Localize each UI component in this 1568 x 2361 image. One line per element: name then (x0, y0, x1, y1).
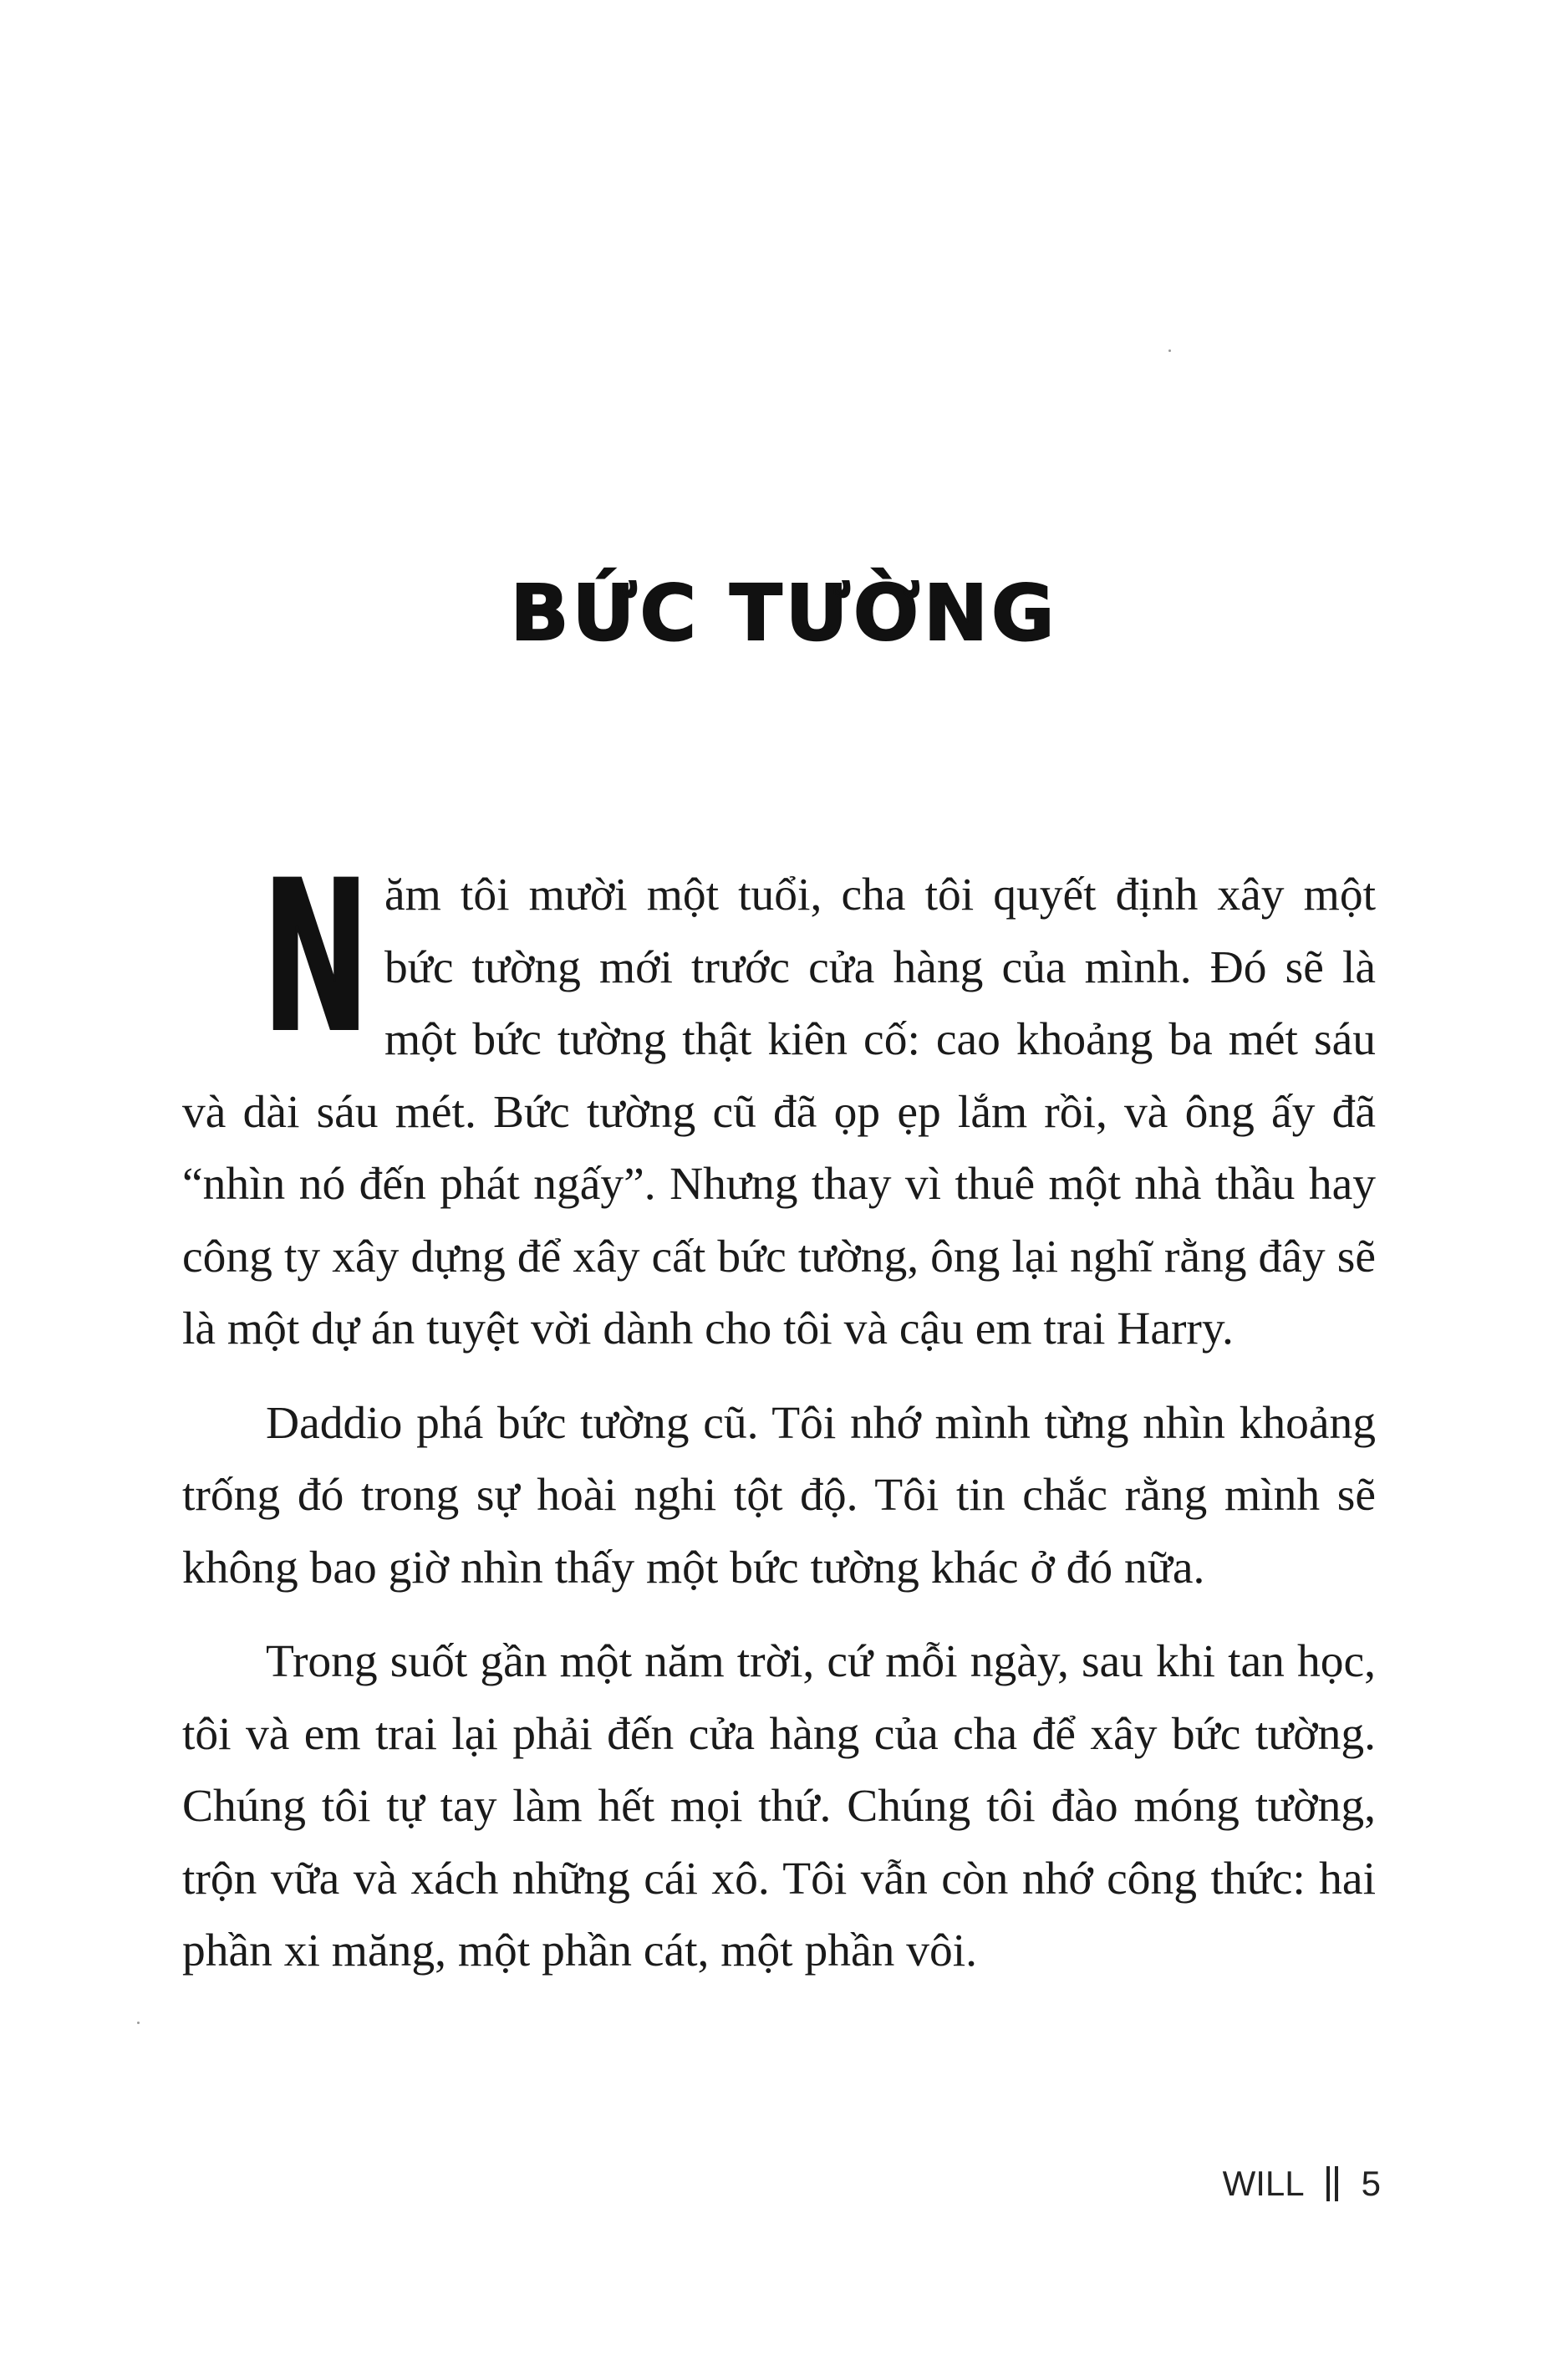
paper-speck (1168, 349, 1171, 352)
paper-speck (137, 2022, 140, 2024)
footer-separator (1326, 2166, 1338, 2201)
drop-cap: N (262, 839, 369, 1078)
paragraph-1-text: ăm tôi mười một tuổi, cha tôi quyết định xây một bức tường mới trước cửa hàng của mình. Đó sẽ là một bức tường thật kiên cố: cao khoảng ba mét sáu và dài sáu mét. Bức tường cũ đã ọp ẹp lắm rồi, và ông ấy đã “nhìn nó đến phát ngấy”. Nhưng thay vì thuê một nhà thầu hay công ty xây dựng để xây cất bức tường, ông lại nghĩ rằng đây sẽ là một dự án tuyệt vời dành cho tôi và cậu em trai Harry. (182, 869, 1376, 1354)
body-text (182, 839, 1376, 1988)
page-footer (1223, 2164, 1381, 2204)
paragraph-3: Trong suốt gần một năm trời, cứ mỗi ngày, sau khi tan học, tôi và em trai lại phải đến cửa hàng của cha để xây bức tường. Chúng tôi tự tay làm hết mọi thứ. Chúng tôi đào móng tường, trộn vữa và xách những cái xô. Tôi vẫn còn nhớ công thức: hai phần xi măng, một phần cát, một phần vôi. (182, 1636, 1376, 1976)
page-number: 5 (1361, 2164, 1381, 2203)
running-head: WILL (1222, 2164, 1305, 2203)
paragraph-1 (182, 839, 1376, 1366)
paragraph-2: Daddio phá bức tường cũ. Tôi nhớ mình từng nhìn khoảng trống đó trong sự hoài nghi tột độ. Tôi tin chắc rằng mình sẽ không bao giờ nhìn thấy một bức tường khác ở đó nữa. (182, 1397, 1376, 1594)
chapter-title: BỨC TƯỜNG (510, 569, 1058, 658)
